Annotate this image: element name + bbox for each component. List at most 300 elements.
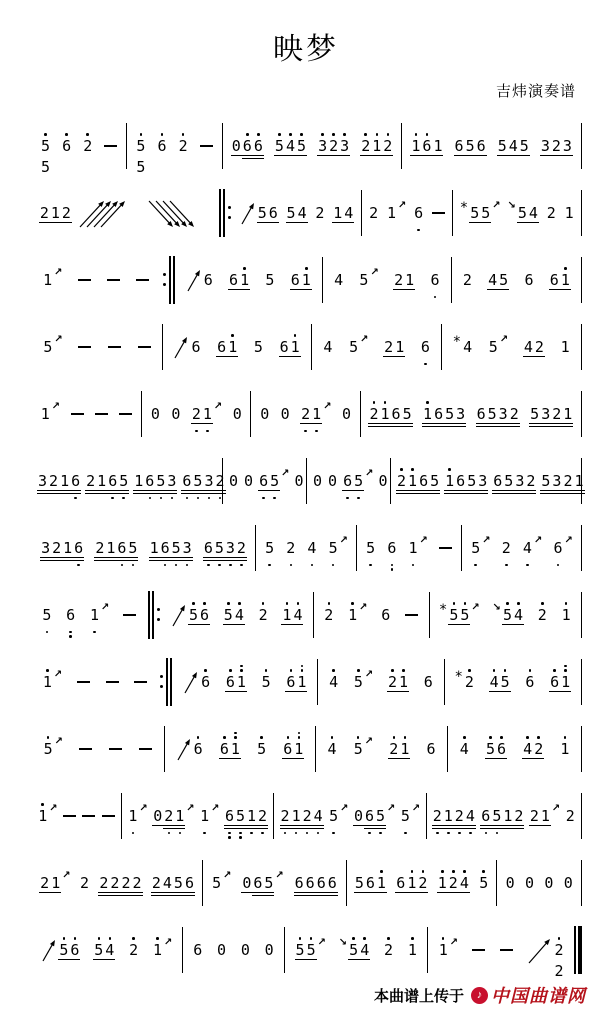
octave-dots-below [285,564,296,567]
note [358,266,379,289]
measure [233,200,360,226]
octave-dots-above [396,468,407,471]
slide-up-arrow-icon: ↗ [223,869,232,881]
rest-dash [405,614,418,616]
note-digit: 6 [342,473,353,489]
note [420,339,431,355]
octave-dots-above [444,468,455,471]
note-digit: 5 5 [135,138,146,154]
repeat-start-barline [147,591,162,639]
note [341,406,352,422]
note-digit: 5 [188,607,199,623]
note-digit: 2 [285,540,296,556]
note-digit: 0 [313,471,323,490]
note [410,138,443,154]
note [422,406,466,422]
note-digit: 2 [85,473,96,489]
note-digit: 2 [82,138,93,154]
note-digit: 0 [264,940,274,959]
note-digit: 4 [344,203,354,222]
note-digit: 5 [353,741,364,757]
note-digit: 2 [565,806,575,825]
slide-up-arrow-icon: ↗ [365,467,374,479]
octave-dots-above [383,937,394,940]
note-digit: 6 [73,540,84,556]
measure [32,601,147,624]
note [225,674,247,690]
note [454,668,474,691]
note-digit: 6 [549,674,560,690]
note-digit: 6 [191,337,201,356]
note-digit: 6 [386,540,397,556]
octave-dots-below [353,497,364,500]
note-digit: 2 [328,138,339,154]
octave-dots-below [118,497,129,500]
note [211,869,232,892]
slide-up-arrow-icon: ↗ [359,601,368,613]
note-digit: 3 [514,473,525,489]
note-digit: 0 [171,404,181,423]
note [240,942,251,958]
note-digit: 6 [476,136,486,155]
octave-dots-below [116,564,127,567]
note-digit: 5 [470,540,481,556]
note-digit: 1 [227,339,238,355]
note-digit: 1 [96,473,107,489]
harmonic-asterisk: * [452,333,462,350]
slide-up-arrow-icon: ↗ [564,534,573,546]
octave-dots-below [443,832,454,835]
slide-up-arrow-icon: ↗ [281,467,290,479]
slide-up-arrow-icon: ↗ [370,266,379,278]
note [279,339,301,355]
note-digit: 2 [98,875,109,891]
octave-dots-above [464,669,475,672]
octave-dots-below [107,497,118,500]
octave-dots-above [93,937,104,940]
octave-dots-below [191,430,202,433]
octave-dots-above [502,602,513,605]
barline [581,726,582,772]
note-digit: 0 [217,940,227,959]
octave-dots-above [219,736,230,739]
note-digit: 1 [281,607,292,623]
measure [314,601,429,624]
note-digit: 3 [339,138,350,154]
note [173,334,201,360]
note-digit: 5 [265,270,275,289]
note [354,875,387,891]
octave-dots-above [253,133,264,136]
note [549,674,571,690]
octave-dots-above [282,736,293,739]
octave-dots-below [302,832,313,835]
note [264,942,275,958]
rest-dash [123,614,136,616]
rest-dash [82,815,95,817]
octave-dots-below [432,832,443,835]
note-digit: 1 [89,607,100,623]
octave-dots-above [293,732,304,739]
note-digit: 2 [382,138,393,154]
note-digit: 2 [432,808,443,824]
note [314,205,325,221]
note-digit: 6 [305,875,316,891]
note-digit: 4 [488,270,498,289]
note [529,802,561,825]
note-digit: 2 [300,406,311,422]
note [328,802,349,825]
note-digit: 6 [193,940,203,959]
note-digit: 6 [160,540,171,556]
slide-up-arrow-icon: ↗ [211,802,220,814]
note-digit: 2 [384,337,394,356]
measure [452,272,581,288]
octave-dots-above [448,870,459,873]
note [281,607,303,623]
slide-up-arrow-icon: ↗ [411,802,421,814]
note [378,473,389,489]
note [317,138,350,154]
note-digit: 5 [448,607,459,623]
octave-dots-below [174,832,185,835]
stack-lower-note: 5 [41,157,51,176]
measure [361,406,581,422]
note-digit: 6 [65,607,76,623]
note [333,272,344,288]
slide-up-arrow-icon: ↗ [139,802,148,814]
note-digit: 6 [199,607,210,623]
octave-dots-above [152,937,163,940]
note-digit: 6 [282,741,293,757]
note [216,339,238,355]
note-digit: 1 [42,674,53,690]
note-digit: 4 [323,337,333,356]
piece-title: 映梦 [273,33,339,66]
score-line-5 [32,380,582,447]
note [264,272,275,288]
note [181,473,225,489]
note-digit: 4 [162,875,173,891]
note-digit: 4 [459,875,470,891]
note [264,540,275,556]
octave-dots-above [40,133,51,136]
octave-dots-above [234,602,245,605]
note [438,936,459,959]
note-digit: 3 [317,138,328,154]
octave-dots-below [429,296,440,299]
octave-dots-above [188,602,199,605]
note [497,138,530,154]
octave-dots-below [192,497,203,500]
note-digit: 6 [252,875,263,891]
octave-dots-below [203,497,214,500]
note-digit: 5 5 [40,138,51,154]
note-digit: 4 [104,942,115,958]
octave-dots-below [311,430,322,433]
note [42,333,63,356]
repeat-dots [163,273,166,286]
octave-dots-above [193,736,204,739]
measure [183,942,284,958]
note [386,199,407,222]
note-digit: 5 [485,741,496,757]
note-digit: 2 [417,875,428,891]
stack-lower-note: 2 [554,961,564,980]
octave-dots-below [127,564,138,567]
note [413,205,424,221]
note [285,540,296,556]
note-digit: 1 [407,473,418,489]
octave-dots-below [375,832,386,835]
note-digit: 1 [540,806,550,825]
octave-dots-below [214,497,225,500]
note [365,540,376,556]
note [40,136,51,176]
note [327,741,338,757]
note-digit: 1 [560,674,571,690]
note-digit: 5 [465,136,475,155]
measure [430,601,582,624]
note-digit: 1 [291,808,302,824]
measure [142,400,250,423]
note-digit: 6 [70,473,81,489]
note-digit: 4 [508,136,518,155]
note-digit: 1 [502,808,513,824]
note-digit: 2 [51,540,62,556]
note-digit: 5 [491,808,502,824]
measure [442,333,581,356]
note-digit: 5 [375,808,386,824]
note-digit: 6 [420,339,431,355]
note-digit: 1 [371,138,382,154]
note [203,540,247,556]
note-digit: 3 [203,473,214,489]
octave-dots-above [448,602,459,605]
rest-dash [500,949,513,951]
measure [274,802,425,825]
note-digit: 3 [166,473,177,489]
note-digit: 5 [212,873,222,892]
note-digit: 2 [48,473,59,489]
note [37,473,81,489]
repeat-dots [160,675,163,688]
note [507,199,538,222]
note-digit: 5 [306,942,317,958]
note [89,601,110,624]
note [426,741,437,757]
octave-dots-below [454,832,465,835]
octave-dots-above [128,937,139,940]
note-digit: 2 [120,875,131,891]
measure [347,875,497,891]
note [452,333,473,356]
score-line-3 [32,246,582,313]
octave-dots-below [236,564,247,567]
note [396,473,440,489]
note-digit: 1 [560,337,570,356]
note-digit: 6 [242,138,253,154]
note-digit: 2 [302,808,313,824]
note-digit: 6 [364,808,375,824]
note [524,674,535,690]
note-digit: 4 [522,540,533,556]
note [79,875,90,891]
note [41,937,80,963]
octave-dots-above [478,870,489,873]
note-digit: 6 [421,138,432,154]
stack-lower-note: 5 [136,157,146,176]
note-digit: 2 [214,473,225,489]
octave-dots-below [269,497,280,500]
note [360,138,393,154]
note-digit: 6 [496,741,507,757]
note-digit: 6 [258,473,269,489]
note [94,540,138,556]
score-line-10 [32,715,582,782]
rest-dash [472,949,485,951]
note [171,602,210,628]
note [42,668,63,691]
note [395,875,428,891]
note-digit: 5 [173,875,184,891]
note-digit: 2 [513,808,524,824]
octave-dots-above [388,736,399,739]
note [150,406,161,422]
measure [318,668,443,691]
note-digit: 6 [492,473,503,489]
note [407,534,428,557]
note [39,869,71,892]
note-digit: 5 [402,406,413,422]
slide-up-arrow-icon: ↗ [364,735,374,747]
score-line-8 [32,581,582,648]
performer-credit: 吉炜演奏谱 [495,84,576,100]
measure [497,875,581,891]
octave-dots-above [422,401,433,404]
barline [581,391,582,437]
note [476,406,520,422]
score-line-13 [32,916,582,983]
note-digit: 2 [40,873,50,892]
barline [581,123,582,169]
measure [32,937,182,963]
note [459,199,501,222]
note [489,674,511,690]
note-digit: 1 [301,272,312,288]
octave-dots-above [380,401,391,404]
note [323,607,334,623]
note-digit: 5 [348,942,359,958]
note-digit: 6 [290,270,300,289]
rest-dash [63,815,76,817]
octave-dots-above [549,669,560,672]
note-digit: 6 [552,540,563,556]
note [549,272,571,288]
octave-dots-above [406,870,417,873]
slide-up-arrow-icon: ↗ [62,869,71,881]
note-digit: 1 [406,875,417,891]
octave-dots-above [43,736,54,739]
measure [163,334,311,360]
measure [391,471,584,490]
octave-dots-above [323,602,334,605]
note-digit: 4 [523,337,533,356]
note-digit: 1 [127,808,138,824]
note-digit: 4 [528,203,538,222]
slide-up-arrow-icon: ↗ [323,400,332,412]
note-digit: 5 [499,270,509,289]
note [338,936,370,959]
note-digit: 3 [498,406,509,422]
note-digit: 1 [43,270,53,289]
note-digit: 6 [219,741,230,757]
octave-dots-below [182,564,193,567]
note-digit: 2 [529,806,539,825]
note [353,802,396,825]
slide-down-arrow-icon: ↘ [507,199,516,211]
octave-dots-below [552,564,563,567]
octave-dots-above [561,602,572,605]
note [151,875,195,891]
measure [316,735,447,758]
octave-dots-above [230,732,241,739]
measure [428,935,574,980]
note-digit: 0 [260,404,270,423]
note-digit: 1 [296,674,307,690]
note [40,400,61,423]
note-digit: 4 [285,138,296,154]
note-digit: 0 [229,471,239,490]
octave-dots-below [400,832,411,835]
measure [402,138,581,154]
rest-dash [200,145,213,147]
note-digit: 2 [448,875,459,891]
note-digit: 2 [128,942,139,958]
note-digit: 6 [476,406,487,422]
octave-dots-above [459,736,470,739]
slide-up-arrow-icon: ↗ [54,735,63,747]
octave-dots-below [306,564,317,567]
note-digit: 2 [236,540,247,556]
note-digit: 5 [540,473,551,489]
note-digit: 6 [413,205,424,221]
note-digit: 2 [258,607,269,623]
octave-dots-below [41,631,52,634]
octave-dots-above [200,669,211,672]
note-digit: 6 [433,406,444,422]
note-digit: 6 [279,337,289,356]
octave-dots-above [522,736,533,739]
score-line-2 [32,179,582,246]
octave-dots-below [214,564,225,567]
octave-dots-below [491,832,502,835]
note [280,808,324,824]
note-digit: 3 [455,406,466,422]
slide-up-arrow-icon: ↗ [186,802,195,814]
note-digit: 1 [560,272,571,288]
octave-dots-above [513,602,524,605]
note [228,473,239,489]
measure [453,199,581,222]
note [537,607,548,623]
octave-dots-above [225,669,236,672]
rest-dash [104,145,117,147]
octave-dots-above [347,602,358,605]
harmonic-asterisk: * [438,601,448,618]
octave-dots-above [537,602,548,605]
octave-dots-above [348,937,359,940]
